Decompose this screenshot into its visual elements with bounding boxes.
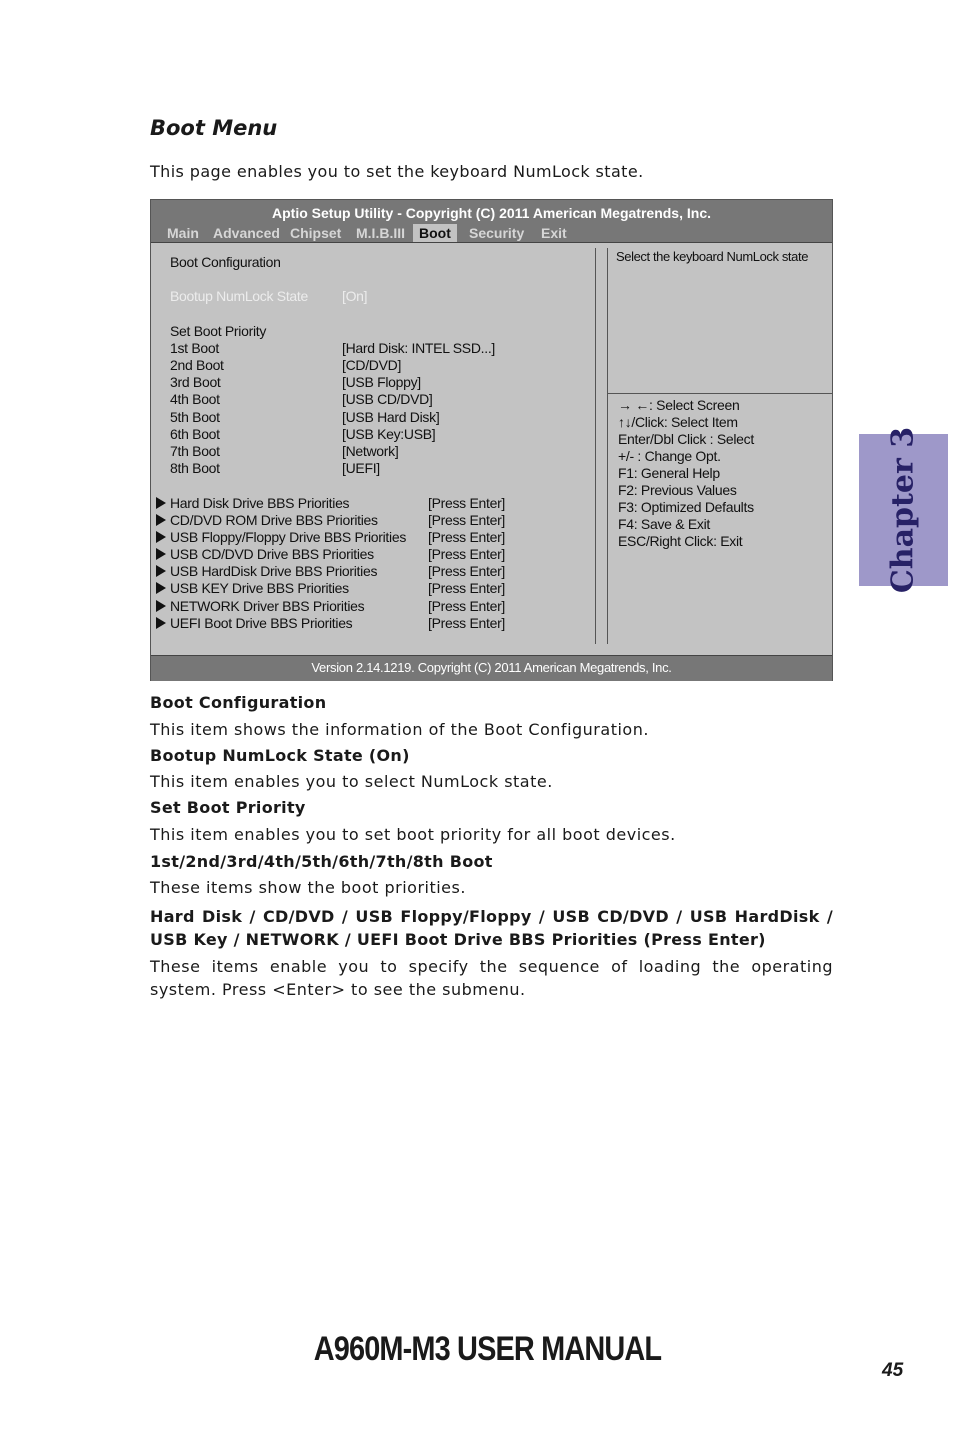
boot-configuration-heading: Boot Configuration bbox=[170, 254, 281, 270]
bbs-priority-value: [Press Enter] bbox=[428, 598, 506, 614]
boot-order-value[interactable]: [USB Hard Disk] bbox=[342, 409, 440, 425]
section-title: Boot Menu bbox=[150, 116, 278, 140]
boot-order-value[interactable]: [Network] bbox=[342, 443, 399, 459]
bbs-priority-value: [Press Enter] bbox=[428, 529, 506, 545]
submenu-arrow-icon bbox=[156, 582, 166, 594]
boot-order-label: 1st Boot bbox=[170, 340, 219, 356]
tab-advanced[interactable]: Advanced bbox=[213, 225, 280, 241]
key-help-item: ESC/Right Click: Exit bbox=[618, 533, 743, 549]
submenu-arrow-icon bbox=[156, 617, 166, 629]
boot-order-label: 8th Boot bbox=[170, 460, 220, 476]
key-help-item: Enter/Dbl Click : Select bbox=[618, 431, 754, 447]
bbs-priority-value: [Press Enter] bbox=[428, 512, 506, 528]
desc-heading: 1st/2nd/3rd/4th/5th/6th/7th/8th Boot bbox=[150, 852, 493, 871]
desc-text: This item enables you to set boot priority for all boot devices. bbox=[150, 825, 676, 844]
desc-text: These items enable you to specify the sequence of loading the operating system. Press <Enter> to see the submenu. bbox=[150, 957, 833, 999]
submenu-arrow-icon bbox=[156, 548, 166, 560]
boot-order-value[interactable]: [UEFI] bbox=[342, 460, 380, 476]
desc-heading: Boot Configuration bbox=[150, 693, 327, 712]
key-help-list bbox=[618, 397, 828, 550]
numlock-label: Bootup NumLock State bbox=[170, 288, 308, 304]
bios-title: Aptio Setup Utility - Copyright (C) 2011 American Megatrends, Inc. bbox=[272, 205, 711, 221]
chapter-label: Chapter 3 bbox=[885, 426, 921, 594]
bbs-priority-value: [Press Enter] bbox=[428, 615, 506, 631]
boot-order-label: 7th Boot bbox=[170, 443, 220, 459]
bios-help-panel bbox=[607, 248, 833, 644]
submenu-arrow-icon bbox=[156, 497, 166, 509]
tab-boot[interactable]: Boot bbox=[413, 224, 457, 242]
submenu-arrow-icon bbox=[156, 565, 166, 577]
chapter-tab bbox=[859, 426, 948, 594]
bios-screenshot bbox=[150, 199, 833, 681]
desc-heading: Hard Disk / CD/DVD / USB Floppy/Floppy / USB CD/DVD / USB HardDisk / USB Key / NETWORK / UEFI Boot Drive BBS Priorities (Press Enter) bbox=[150, 907, 833, 949]
tab-security[interactable]: Security bbox=[469, 225, 525, 241]
boot-order-value[interactable]: [CD/DVD] bbox=[342, 357, 402, 373]
key-help-item: +/- : Change Opt. bbox=[618, 448, 721, 464]
tab-chipset[interactable]: Chipset bbox=[290, 225, 342, 241]
bbs-priority-value: [Press Enter] bbox=[428, 546, 506, 562]
set-boot-priority-heading: Set Boot Priority bbox=[170, 323, 267, 339]
help-text: Select the keyboard NumLock state bbox=[616, 249, 809, 264]
bios-main-panel bbox=[151, 248, 596, 644]
desc-heading: Set Boot Priority bbox=[150, 798, 306, 817]
bbs-priority-label: UEFI Boot Drive BBS Priorities bbox=[170, 615, 353, 631]
boot-order-label: 5th Boot bbox=[170, 409, 220, 425]
key-help-item: ↑↓/Click: Select Item bbox=[618, 414, 738, 430]
page-number: 45 bbox=[882, 1360, 904, 1381]
boot-order-label: 3rd Boot bbox=[170, 374, 221, 390]
submenu-arrow-icon bbox=[156, 531, 166, 543]
help-divider bbox=[608, 393, 833, 394]
key-help-item: F3: Optimized Defaults bbox=[618, 499, 754, 515]
intro-text: This page enables you to set the keyboard NumLock state. bbox=[150, 162, 644, 181]
boot-order-value[interactable]: [USB CD/DVD] bbox=[342, 391, 433, 407]
numlock-value[interactable]: [On] bbox=[342, 288, 368, 304]
key-help-item: F1: General Help bbox=[618, 465, 720, 481]
tab-main[interactable]: Main bbox=[167, 225, 199, 241]
submenu-arrow-icon bbox=[156, 514, 166, 526]
bbs-priority-label: USB Floppy/Floppy Drive BBS Priorities bbox=[170, 529, 407, 545]
key-help-item: F2: Previous Values bbox=[618, 482, 737, 498]
bbs-priority-value: [Press Enter] bbox=[428, 580, 506, 596]
bbs-priority-label: CD/DVD ROM Drive BBS Priorities bbox=[170, 512, 378, 528]
tab-exit[interactable]: Exit bbox=[541, 225, 567, 241]
desc-heading: Bootup NumLock State (On) bbox=[150, 746, 410, 765]
boot-order-value[interactable]: [USB Key:USB] bbox=[342, 426, 436, 442]
bbs-priority-label: USB CD/DVD Drive BBS Priorities bbox=[170, 546, 374, 562]
bbs-priority-label: USB KEY Drive BBS Priorities bbox=[170, 580, 349, 596]
key-help-item: → ←: Select Screen bbox=[618, 397, 740, 413]
key-help-item: F4: Save & Exit bbox=[618, 516, 710, 532]
bbs-priority-label: Hard Disk Drive BBS Priorities bbox=[170, 495, 350, 511]
tab-mib[interactable]: M.I.B.III bbox=[356, 225, 405, 241]
desc-text: This item shows the information of the Boot Configuration. bbox=[150, 720, 649, 739]
boot-order-value[interactable]: [USB Floppy] bbox=[342, 374, 421, 390]
boot-order-label: 6th Boot bbox=[170, 426, 220, 442]
bbs-priority-label: USB HardDisk Drive BBS Priorities bbox=[170, 563, 378, 579]
bbs-priority-label: NETWORK Driver BBS Priorities bbox=[170, 598, 365, 614]
manual-title: A960M-M3 USER MANUAL bbox=[313, 1330, 662, 1368]
bbs-priority-value: [Press Enter] bbox=[428, 563, 506, 579]
boot-order-value[interactable]: [Hard Disk: INTEL SSD...] bbox=[342, 340, 496, 356]
desc-text: This item enables you to select NumLock state. bbox=[150, 772, 553, 791]
bbs-priority-value: [Press Enter] bbox=[428, 495, 506, 511]
boot-order-label: 4th Boot bbox=[170, 391, 220, 407]
bios-header bbox=[151, 200, 832, 243]
boot-order-label: 2nd Boot bbox=[170, 357, 224, 373]
desc-text: These items show the boot priorities. bbox=[150, 878, 466, 897]
submenu-arrow-icon bbox=[156, 600, 166, 612]
bios-footer: Version 2.14.1219. Copyright (C) 2011 American Megatrends, Inc. bbox=[151, 655, 832, 681]
